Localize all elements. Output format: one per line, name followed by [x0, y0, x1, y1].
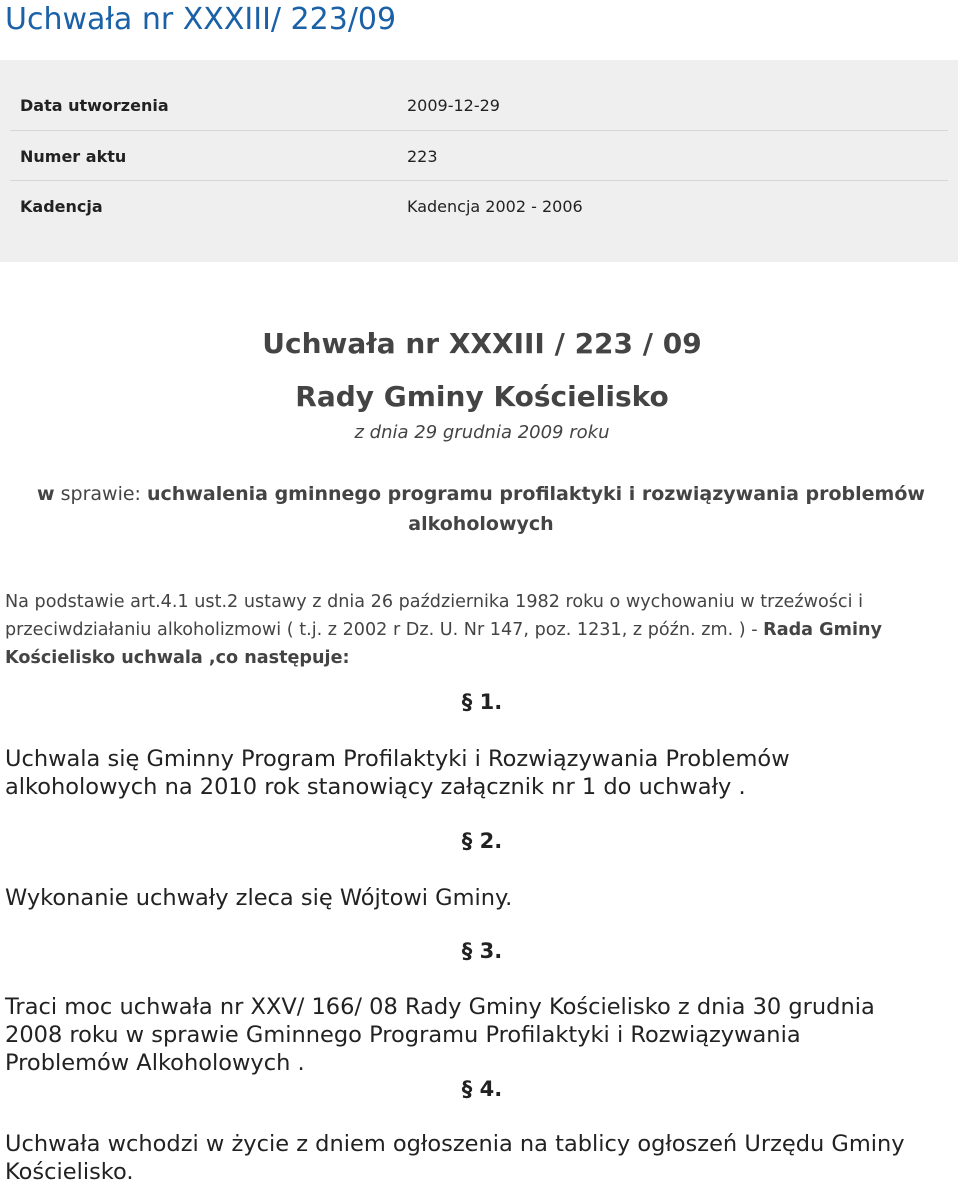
section-mark-3: § 3.	[461, 939, 503, 963]
text-line: Kościelisko.	[5, 1159, 134, 1185]
text-line: 2008 roku w sprawie Gminnego Programu Profilaktyki i Rozwiązywania	[5, 1022, 801, 1048]
metadata-row-created	[10, 78, 948, 128]
metadata-table	[0, 60, 958, 262]
section-4-text	[5, 1130, 945, 1186]
metadata-value: Kadencja 2002 - 2006	[407, 197, 583, 216]
metadata-row-term	[10, 179, 948, 229]
resolution-date: z dnia 29 grudnia 2009 roku	[354, 422, 610, 443]
section-1-text	[5, 745, 945, 801]
resolution-subject	[0, 479, 960, 539]
legal-basis-text: Na podstawie art.4.1 ust.2 ustawy z dnia 26 października 1982 roku o wychowaniu w trzeźwości i przeciwdziałaniu alkoholizmowi ( t.j. z 2002 r Dz. U. Nr 147, poz. 1231, z późn. zm. ) -	[5, 592, 863, 640]
text-line: Traci moc uchwała nr XXV/ 166/ 08 Rady Gminy Kościelisko z dnia 30 grudnia	[5, 994, 875, 1020]
text-line: Problemów Alkoholowych .	[5, 1050, 305, 1076]
legal-basis-conclusion: Rada Gminy Kościelisko uchwala ,co następuje:	[5, 620, 882, 668]
council-heading: Rady Gminy Kościelisko	[295, 380, 669, 413]
subject-line1: uchwalenia gminnego programu profilaktyki i rozwiązywania problemów	[147, 483, 925, 505]
metadata-label: Data utworzenia	[20, 96, 169, 115]
subject-prefix: w	[37, 483, 55, 505]
metadata-value: 223	[407, 147, 438, 166]
text-line: Uchwala się Gminny Program Profilaktyki i Rozwiązywania Problemów	[5, 746, 790, 772]
subject-mid: sprawie:	[54, 483, 147, 505]
section-3-text	[5, 993, 945, 1077]
metadata-row-act-number	[10, 129, 948, 179]
metadata-label: Numer aktu	[20, 147, 127, 166]
section-mark-2: § 2.	[461, 829, 503, 853]
section-mark-4: § 4.	[461, 1077, 503, 1101]
text-line: alkoholowych na 2010 rok stanowiący załącznik nr 1 do uchwały .	[5, 774, 746, 800]
resolution-heading: Uchwała nr XXXIII / 223 / 09	[262, 327, 702, 360]
text-line: Uchwała wchodzi w życie z dniem ogłoszenia na tablicy ogłoszeń Urzędu Gminy	[5, 1131, 905, 1157]
subject-line2: alkoholowych	[408, 513, 554, 535]
document-title: Uchwała nr XXXIII/ 223/09	[5, 2, 397, 37]
metadata-value: 2009-12-29	[407, 96, 500, 115]
legal-basis	[5, 588, 955, 672]
section-2-text	[5, 884, 945, 912]
metadata-label: Kadencja	[20, 197, 103, 216]
text-line: Wykonanie uchwały zleca się Wójtowi Gminy.	[5, 885, 513, 911]
section-mark-1: § 1.	[461, 690, 503, 714]
